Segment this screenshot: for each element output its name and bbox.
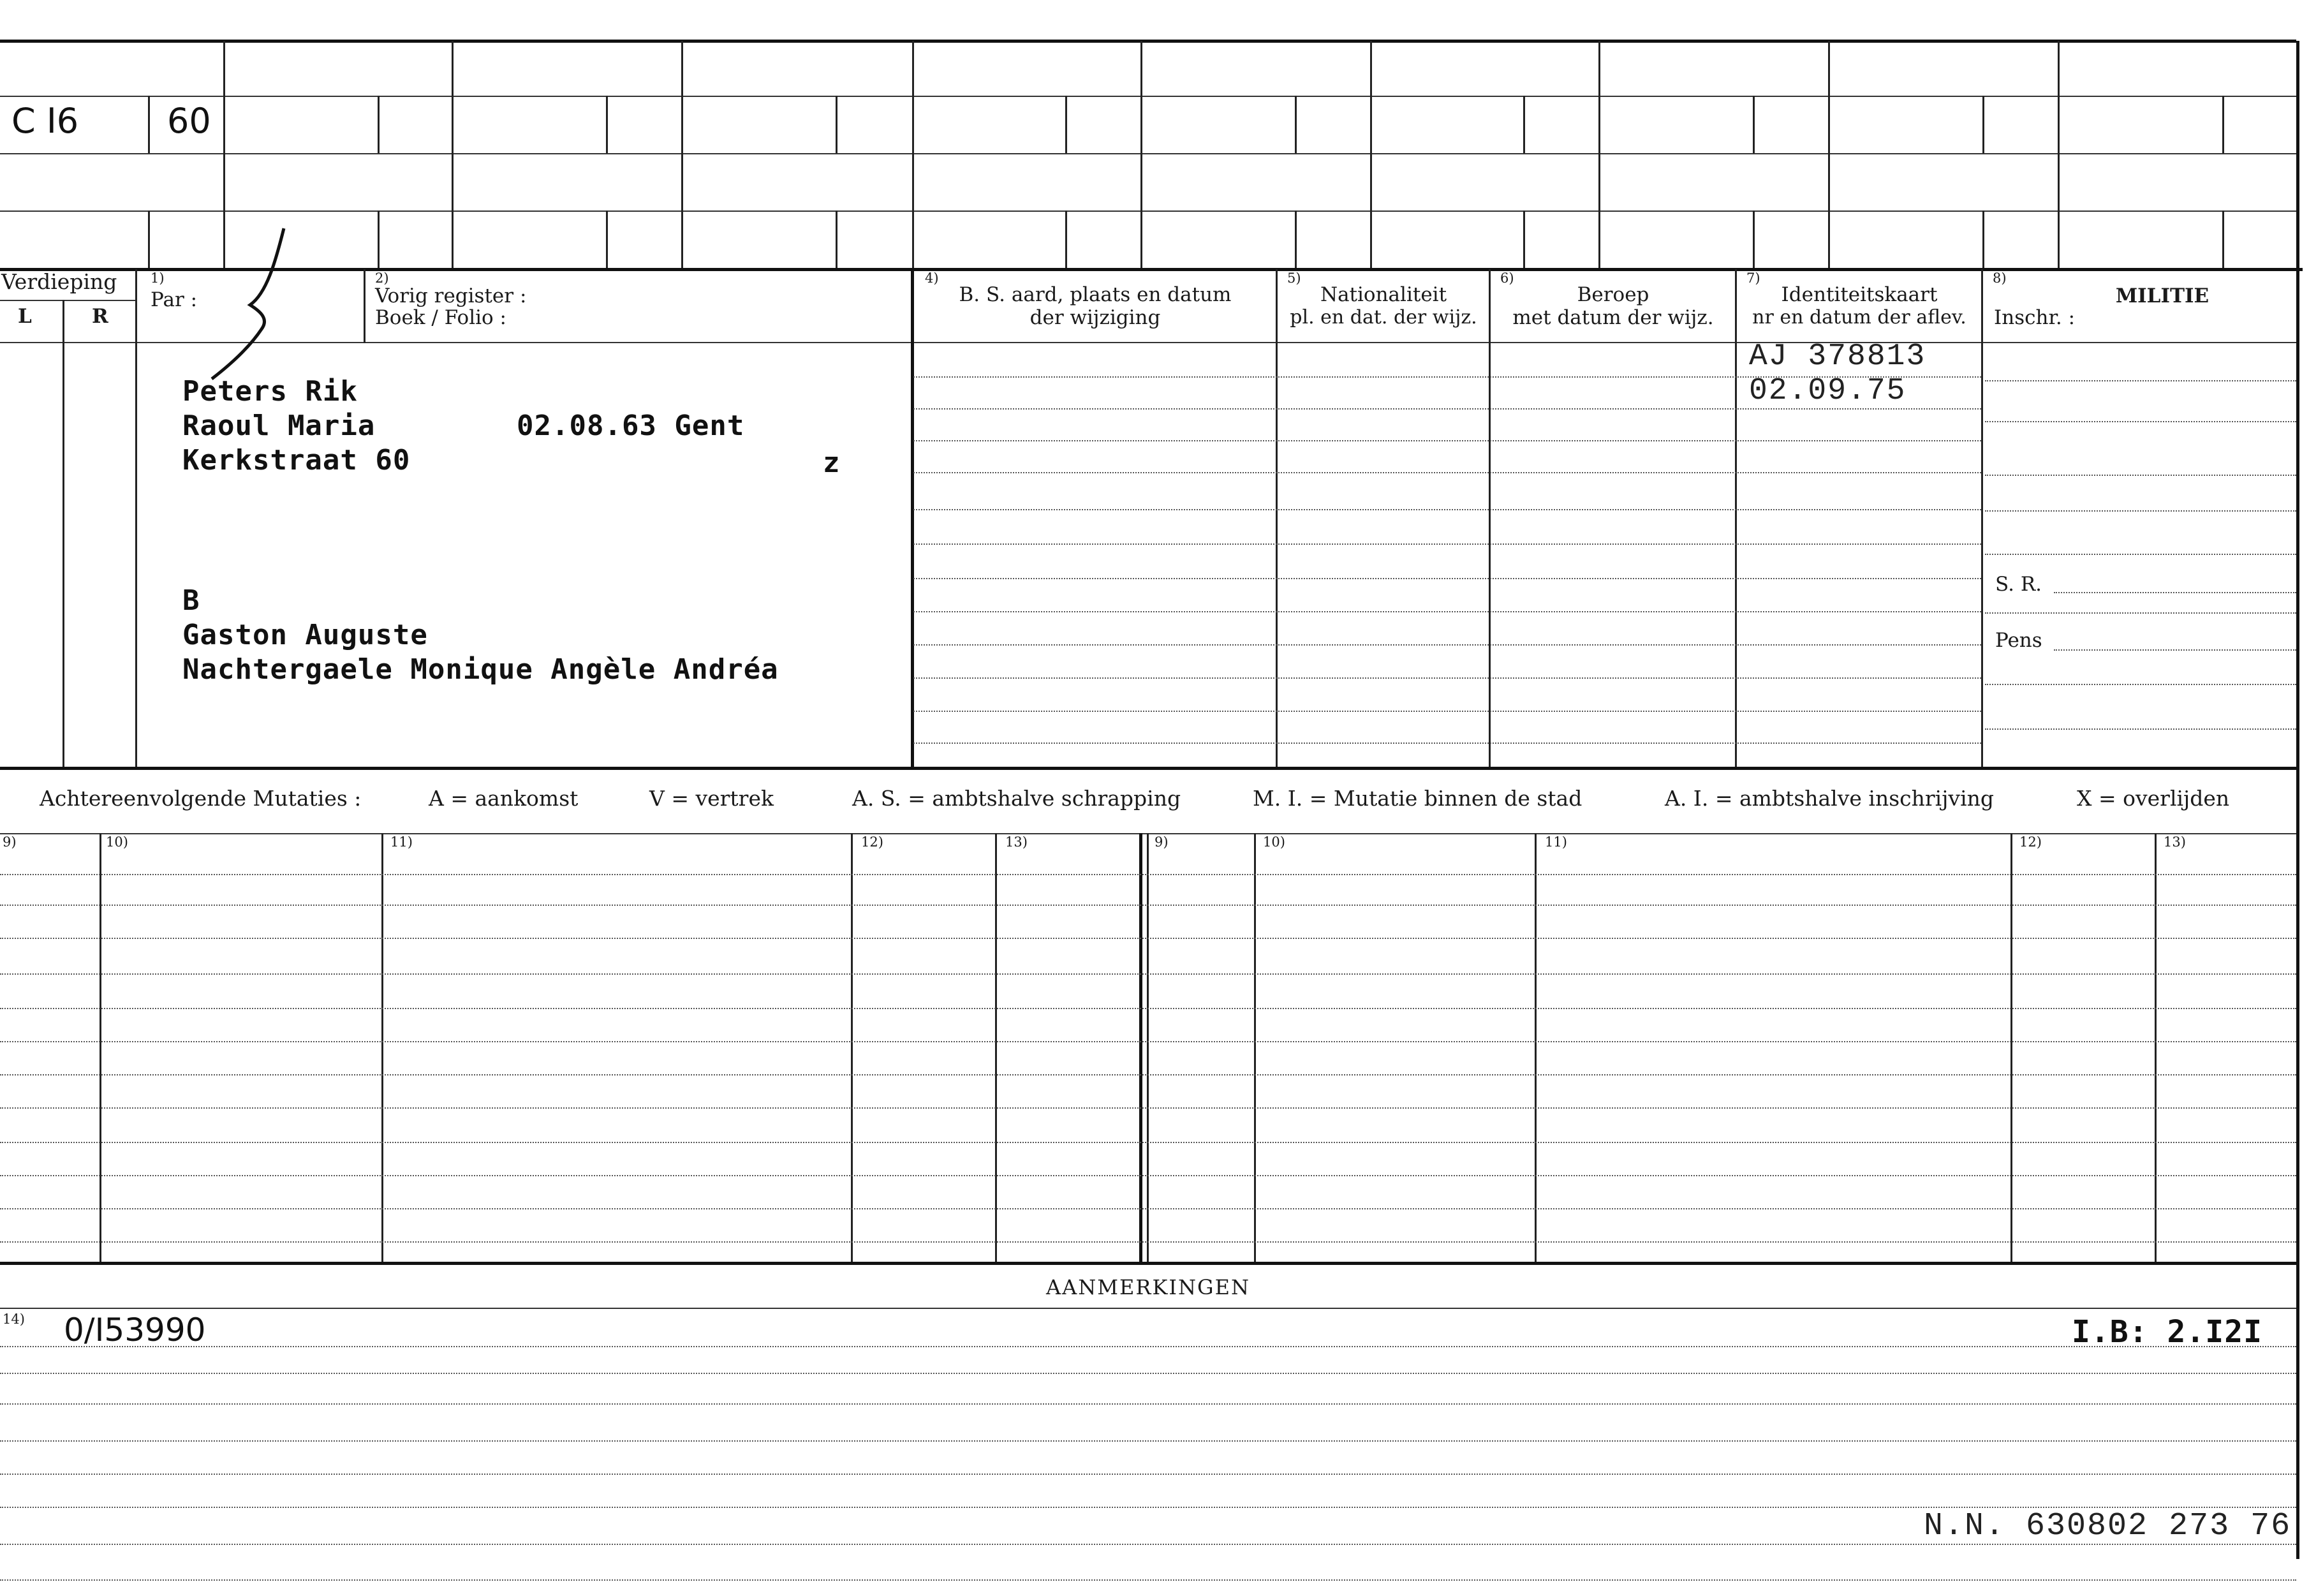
mut-col10-right: 10) — [1263, 834, 1285, 850]
mut-col12-right: 12) — [2019, 834, 2042, 850]
legend-a: A = aankomst — [429, 786, 579, 811]
col2-number: 2) — [375, 270, 389, 286]
mut-col10-left: 10) — [106, 834, 128, 850]
person-name: Peters Rik — [182, 375, 358, 408]
person-birth: 02.08.63 Gent — [517, 410, 745, 442]
vorig-register-label: Vorig register : — [375, 284, 527, 307]
identiteitskaart-label: Identiteitskaart — [1781, 283, 1938, 306]
bs-label-line1: B. S. aard, plaats en datum — [959, 283, 1232, 306]
national-number: N.N. 630802 273 76 — [1924, 1508, 2292, 1544]
col8-number: 8) — [1993, 270, 2007, 286]
legend-ai: A. I. = ambtshalve inschrijving — [1665, 786, 1995, 811]
floor-l-label: L — [18, 305, 32, 328]
person-marker: z — [823, 447, 841, 479]
father-names: Gaston Auguste — [182, 619, 428, 651]
col7-number: 7) — [1746, 270, 1760, 286]
mut-col13-left: 13) — [1005, 834, 1028, 850]
beroep-label: Beroep — [1577, 283, 1649, 306]
col1-number: 1) — [151, 270, 165, 286]
mut-col11-left: 11) — [390, 834, 413, 850]
pens-label: Pens — [1995, 629, 2042, 652]
house-number: 60 — [167, 101, 211, 141]
id-card-number: AJ 378813 — [1749, 339, 1926, 374]
remarks-title: AANMERKINGEN — [1046, 1275, 1250, 1299]
legend-mi: M. I. = Mutatie binnen de stad — [1253, 786, 1582, 811]
mut-col9-right: 9) — [1154, 834, 1169, 850]
mut-col11-right: 11) — [1545, 834, 1567, 850]
remarks-ib: I.B: 2.I2I — [2072, 1314, 2262, 1350]
person-address: Kerkstraat 60 — [182, 444, 411, 477]
id-card-date: 02.09.75 — [1749, 374, 1907, 408]
floor-r-label: R — [92, 305, 108, 328]
mut-col12-left: 12) — [861, 834, 883, 850]
mut-col9-left: 9) — [3, 834, 17, 850]
block-code: C I6 — [11, 101, 79, 141]
beroep-sub-label: met datum der wijz. — [1512, 306, 1714, 329]
remarks-number: 14) — [3, 1312, 25, 1327]
legend-v: V = vertrek — [649, 786, 774, 811]
legend-as: A. S. = ambtshalve schrapping — [852, 786, 1181, 811]
col4-number: 4) — [925, 270, 939, 286]
col6-number: 6) — [1500, 270, 1514, 286]
pen-stroke-mark — [204, 223, 293, 383]
identiteitskaart-sub-label: nr en datum der aflev. — [1752, 306, 1966, 329]
legend-x: X = overlijden — [2077, 786, 2230, 811]
par-label: Par : — [151, 288, 198, 311]
parents-code: B — [182, 584, 200, 617]
sr-label: S. R. — [1995, 573, 2042, 596]
col5-number: 5) — [1287, 270, 1301, 286]
mother-names: Nachtergaele Monique Angèle Andréa — [182, 653, 779, 686]
nationaliteit-sub-label: pl. en dat. der wijz. — [1290, 306, 1477, 329]
inschr-label: Inschr. : — [1994, 306, 2076, 329]
militie-label: MILITIE — [2115, 284, 2209, 307]
mut-col13-right: 13) — [2164, 834, 2186, 850]
remarks-reference: 0/I53990 — [64, 1312, 206, 1348]
boek-folio-label: Boek / Folio : — [375, 306, 506, 329]
person-first-names: Raoul Maria — [182, 410, 376, 442]
nationaliteit-label: Nationaliteit — [1320, 283, 1447, 306]
legend-title: Achtereenvolgende Mutaties : — [40, 786, 362, 811]
bs-label-line2: der wijziging — [1029, 306, 1161, 329]
verdieping-label: Verdieping — [1, 269, 117, 294]
